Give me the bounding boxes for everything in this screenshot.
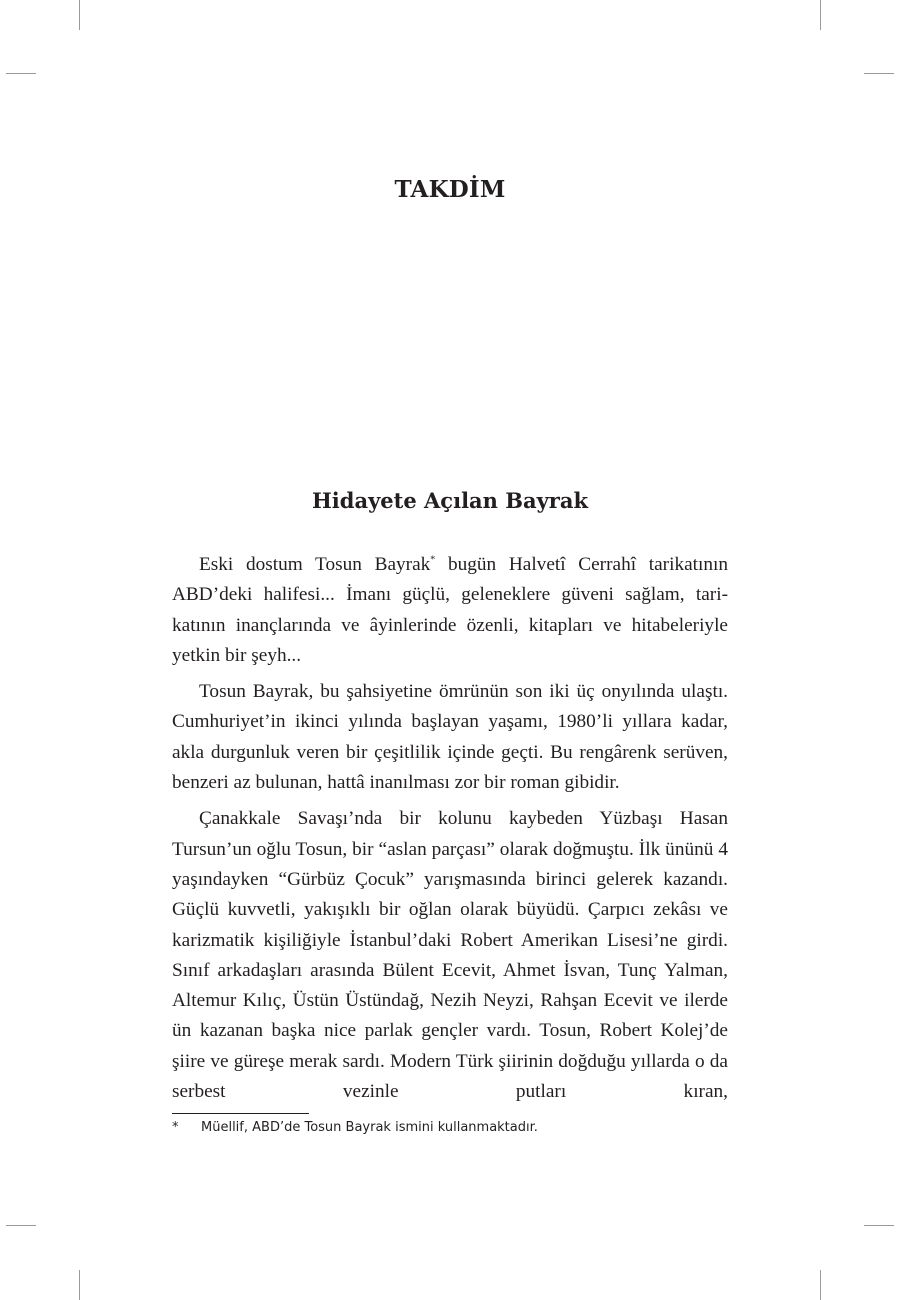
- crop-mark-bottom-left: [79, 1270, 80, 1300]
- footnote-reference: *: [430, 554, 436, 566]
- crop-mark-right-upper: [864, 73, 894, 74]
- crop-mark-right-lower: [864, 1225, 894, 1226]
- paragraph-2: Tosun Bayrak, bu şahsiyetine ömrünün son iki üç onyılında ulaştı. Cumhuriyet’in ikinci yılında başlayan yaşamı, 1980’li yıllara kadar, akla durgunluk veren bir çeşitlilik içinde geçti. Bu rengârenk serüven, benzeri az bulunan, hattâ inanılması zor bir roman gibidir.: [172, 681, 728, 794]
- crop-mark-left-lower: [6, 1225, 36, 1226]
- footnote: [172, 1119, 728, 1137]
- crop-mark-left-upper: [6, 73, 36, 74]
- paragraph-1: [172, 550, 728, 671]
- paragraph-1-start: Eski dostum Tosun Bayrak: [199, 554, 431, 575]
- paragraph-1-rest: bugün Halvetî Cerrahî tarikatının ABD’deki halifesi... İmanı güçlü, geleneklere güveni sağlam, tarikatının inançlarında ve âyinlerinde özenli, kitapları ve hitabeleriyle yetkin bir şeyh...: [172, 554, 728, 666]
- crop-mark-top-right: [820, 0, 821, 30]
- crop-mark-bottom-right: [820, 1270, 821, 1300]
- paragraph-3: Çanakkale Savaşı’nda bir kolunu kaybeden Yüzbaşı Hasan Tursun’un oğlu Tosun, bir “aslan parçası” olarak doğmuştu. İlk ününü 4 yaşındayken “Gürbüz Çocuk” yarışmasında birinci gelerek kazandı. Güçlü kuvvetli, yakışıklı bir oğlan olarak büyüdü. Çarpıcı zekâsı ve karizmatik kişiliğiyle İstanbul’daki Robert Amerikan Lisesi’ne girdi. Sınıf arkadaşları arasında Bülent Ecevit, Ahmet İsvan, Tunç Yalman, Altemur Kılıç, Üstün Üstündağ, Nezih Neyzi, Rahşan Ecevit ve ilerde ün kazanan başka nice parlak gençler vardı. Tosun, Robert Kolej’de şiire ve güreşe merak sardı. Modern Türk şiirinin doğduğu yıllarda o da serbest vezinle putları kıran,: [172, 808, 728, 1103]
- body-text: [172, 550, 728, 1113]
- crop-mark-top-left: [79, 0, 80, 30]
- chapter-title: TAKDİM: [394, 176, 506, 203]
- footnote-text: Müellif, ABD’de Tosun Bayrak ismini kullanmaktadır.: [201, 1120, 538, 1135]
- footnote-divider: [172, 1113, 309, 1114]
- section-title: Hidayete Açılan Bayrak: [311, 488, 589, 513]
- footnote-mark: *: [172, 1120, 179, 1135]
